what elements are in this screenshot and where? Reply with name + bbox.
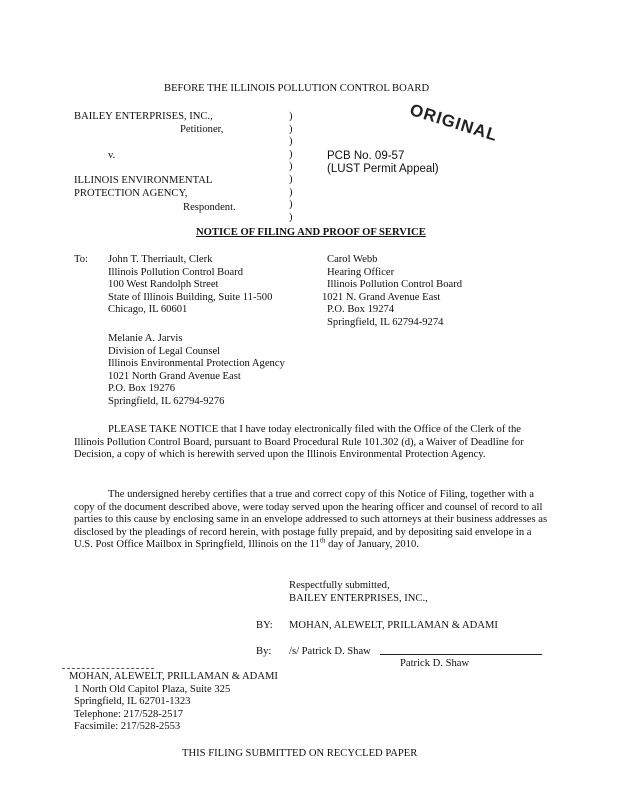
notice-paragraph [74,424,552,462]
petitioner-name: BAILEY ENTERPRISES, INC., [74,111,213,122]
address-line: Illinois Environmental Protection Agency [108,358,285,370]
certification-text: The undersigned hereby certifies that a true and correct copy of this Notice of Filing, together with a copy of the document described above, were today served upon the hearing officer and counsel of record to all parties to this cause by enclosing same in an envelope addressed to such attorneys at their business addresses as disclosed by the pleadings of record herein, with postage fully prepaid, and by depositing said envelope in a U.S. Post Office Mailbox in Springfield, Illinois on the 11 [74,489,548,551]
address-line: 1021 North Grand Avenue East [108,370,241,382]
address-line: Chicago, IL 60601 [108,304,188,316]
signature-line [380,654,542,655]
address-line: 1021 N. Grand Avenue East [322,291,441,303]
bracket-mark: ) [289,186,293,198]
bracket-mark: ) [289,123,293,135]
firm-block [69,671,278,734]
address-line: Melanie A. Jarvis [108,333,183,344]
bracket-mark: ) [289,161,293,173]
address-line: Hearing Officer [327,266,395,278]
address-line: John T. Therriault, Clerk [108,254,213,265]
recycled-paper-footer: THIS FILING SUBMITTED ON RECYCLED PAPER [182,748,418,759]
address-line: Springfield, IL 62794-9276 [108,395,225,407]
printed-name: Patrick D. Shaw [400,658,470,669]
firm-divider [62,668,154,669]
original-stamp: ORIGINAL [407,100,501,145]
firm-line: Springfield, IL 62701-1323 [74,696,191,708]
recipient-agency-counsel [108,333,285,409]
bracket-mark: ) [289,173,293,185]
bracket-mark: ) [289,211,293,223]
address-line: Illinois Pollution Control Board [108,266,244,278]
respondent-name-line1: ILLINOIS ENVIRONMENTAL [74,175,213,186]
caption-bracket [289,111,293,224]
signature-firm: MOHAN, ALEWELT, PRILLAMAN & ADAMI [289,620,498,631]
ordinal-superscript: th [320,536,326,545]
firm-line: Telephone: 217/528-2517 [74,708,183,720]
address-line: Carol Webb [327,254,378,265]
firm-line: 1 North Old Capitol Plaza, Suite 325 [74,683,231,695]
board-title: BEFORE THE ILLINOIS POLLUTION CONTROL BOARD [164,83,430,94]
address-line: Springfield, IL 62794-9274 [327,316,444,328]
address-line: 100 West Randolph Street [108,279,219,291]
firm-line: Facsimile: 217/528-2553 [74,721,181,733]
to-label: To: [74,254,88,265]
address-line: State of Illinois Building, Suite 11-500 [108,291,273,303]
versus-label: v. [108,150,116,161]
recipient-hearing-officer [322,254,463,330]
respondent-name-line2: PROTECTION AGENCY, [74,188,188,199]
bracket-mark: ) [289,148,293,160]
certification-paragraph [74,489,552,552]
recipient-clerk [108,254,272,317]
bracket-mark: ) [289,111,293,122]
signature-party: BAILEY ENTERPRISES, INC., [289,593,428,604]
firm-line: MOHAN, ALEWELT, PRILLAMAN & ADAMI [69,671,278,682]
address-line: P.O. Box 19276 [108,383,176,395]
bracket-mark: ) [289,136,293,148]
by-label: BY: [256,620,273,631]
address-line: P.O. Box 19274 [327,304,395,316]
closing: Respectfully submitted, [289,580,390,591]
petitioner-role: Petitioner, [180,124,224,135]
case-number: PCB No. 09-57 [327,150,405,162]
notice-paragraph-text: PLEASE TAKE NOTICE that I have today electronically filed with the Office of the Clerk of the Illinois Pollution Control Board, pursuant to Board Procedural Rule 101.302 (d), a Waiver of Deadline for Decision, a copy of which is herewith served upon the Illinois Environmental Protection Agency. [74,424,524,461]
by-label-2: By: [256,646,272,657]
case-type: (LUST Permit Appeal) [327,163,439,175]
electronic-signature: /s/ Patrick D. Shaw [289,646,371,657]
notice-title: NOTICE OF FILING AND PROOF OF SERVICE [196,227,426,238]
certification-text-end: day of January, 2010. [325,539,419,551]
address-line: Division of Legal Counsel [108,345,221,357]
respondent-role: Respondent. [183,202,236,213]
bracket-mark: ) [289,199,293,211]
address-line: Illinois Pollution Control Board [327,279,463,291]
